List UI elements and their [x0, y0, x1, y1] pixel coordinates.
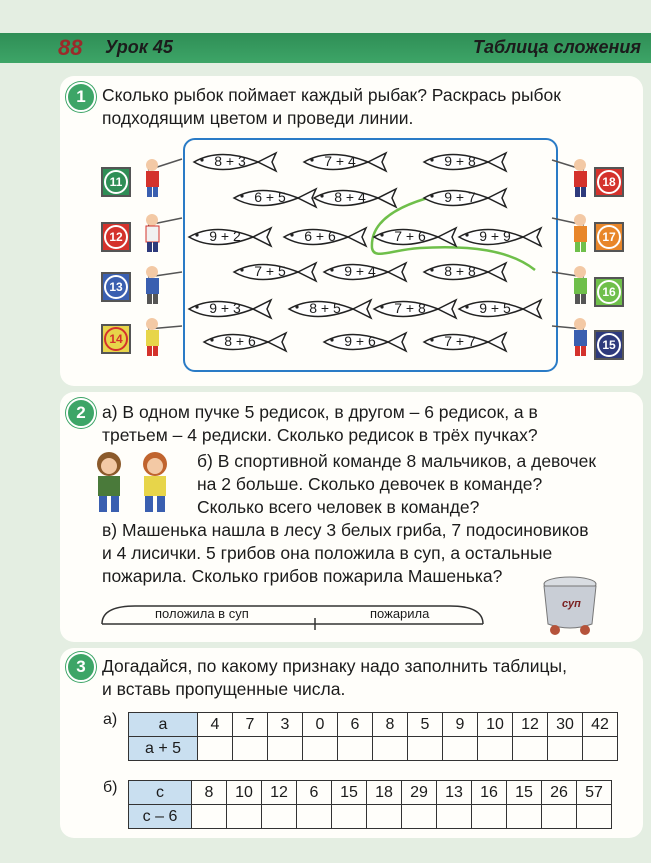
table-cell-empty[interactable] [507, 805, 542, 829]
table-cell: 15 [332, 781, 367, 805]
fish-label: 7 + 4 [324, 153, 356, 169]
fish-label: 9 + 8 [444, 153, 476, 169]
table-b-head1: c [129, 781, 192, 805]
fish-label: 9 + 4 [344, 263, 376, 279]
table-cell: 13 [437, 781, 472, 805]
table-cell-empty[interactable] [478, 737, 513, 761]
table-cell-empty[interactable] [303, 737, 338, 761]
fisherman-icon-left-3 [138, 262, 183, 307]
table-cell: 6 [338, 713, 373, 737]
fish-label: 7 + 7 [444, 333, 476, 349]
segment-label-left: положила в суп [155, 606, 249, 621]
fish-label: 8 + 3 [214, 153, 246, 169]
table-cell: 16 [472, 781, 507, 805]
task2-card [60, 392, 643, 642]
table-cell-empty[interactable] [192, 805, 227, 829]
task1-number: 1 [66, 82, 96, 112]
table-cell: 18 [367, 781, 402, 805]
flag-13 [101, 272, 131, 302]
table-cell: 29 [402, 781, 437, 805]
flag-13-number: 13 [104, 275, 128, 299]
table-row [129, 805, 612, 829]
table-cell: 8 [192, 781, 227, 805]
table-cell: 26 [542, 781, 577, 805]
flag-14-number: 14 [104, 327, 128, 351]
fisherman-icon-right-3 [550, 262, 595, 307]
table-cell: 8 [373, 713, 408, 737]
flag-12 [101, 222, 131, 252]
fish-label: 9 + 6 [344, 333, 376, 349]
table-cell-empty[interactable] [437, 805, 472, 829]
flag-17-number: 17 [597, 225, 621, 249]
fish-label: 8 + 6 [224, 333, 256, 349]
fisherman-icon-left-4 [138, 314, 183, 359]
task2-b-line1: б) В спортивной команде 8 мальчиков, а девочек [197, 451, 597, 471]
table-cell: 30 [548, 713, 583, 737]
table-cell-empty[interactable] [367, 805, 402, 829]
flag-16-number: 16 [597, 280, 621, 304]
task2-c-line2: и 4 лисички. 5 грибов она положила в суп, а остальные [102, 543, 553, 563]
fish-label: 8 + 4 [334, 189, 366, 205]
flag-15 [594, 330, 624, 360]
table-cell: 10 [478, 713, 513, 737]
table-cell: 12 [513, 713, 548, 737]
fish-label: 9 + 2 [209, 228, 241, 244]
table-row [129, 737, 618, 761]
task3-text-line1: Догадайся, по какому признаку надо заполнить таблицы, [102, 656, 567, 676]
task2-c-line3: пожарила. Сколько грибов пожарила Машенька? [102, 566, 503, 586]
table-cell-empty[interactable] [227, 805, 262, 829]
topic-title: Таблица сложения [473, 37, 641, 57]
table-cell-empty[interactable] [577, 805, 612, 829]
table-cell-empty[interactable] [262, 805, 297, 829]
table-cell: 0 [303, 713, 338, 737]
table-row [129, 713, 618, 737]
page-number: 88 [58, 35, 83, 60]
table-cell: 57 [577, 781, 612, 805]
fisherman-icon-right-1 [550, 155, 595, 200]
table-cell-empty[interactable] [268, 737, 303, 761]
fish-label: 9 + 5 [479, 300, 511, 316]
table-a-head2: a + 5 [129, 737, 198, 761]
task3-text-line2: и вставь пропущенные числа. [102, 679, 346, 699]
fisherman-icon-left-1 [138, 155, 183, 200]
children-icon [82, 448, 192, 518]
table-cell-empty[interactable] [542, 805, 577, 829]
task2-a-line1: а) В одном пучке 5 редисок, в другом – 6 редисок, а в [102, 402, 538, 422]
flag-11-number: 11 [104, 170, 128, 194]
soup-pot-label: суп [562, 598, 581, 610]
lesson-title: Урок 45 [105, 37, 173, 57]
task2-b-line2: на 2 больше. Сколько девочек в команде? [197, 474, 543, 494]
table-cell-empty[interactable] [338, 737, 373, 761]
fish-label: 7 + 6 [394, 228, 426, 244]
flag-14 [101, 324, 131, 354]
fish-label: 9 + 9 [479, 228, 511, 244]
table-cell: 15 [507, 781, 542, 805]
flag-11 [101, 167, 131, 197]
table-a-head1: a [129, 713, 198, 737]
table-cell-empty[interactable] [332, 805, 367, 829]
fish-label: 9 + 3 [209, 300, 241, 316]
page-header [0, 33, 651, 63]
table-cell-empty[interactable] [198, 737, 233, 761]
table-a-label: а) [103, 711, 118, 728]
fisherman-icon-right-2 [550, 210, 595, 255]
fish-label: 6 + 6 [304, 228, 336, 244]
table-cell: 9 [443, 713, 478, 737]
task1-text-line2: подходящим цветом и проведи линии. [102, 108, 414, 128]
flag-16 [594, 277, 624, 307]
table-cell: 7 [233, 713, 268, 737]
table-b [128, 780, 612, 829]
task2-number: 2 [66, 398, 96, 428]
table-cell-empty[interactable] [233, 737, 268, 761]
fish-label: 8 + 5 [309, 300, 341, 316]
table-cell-empty[interactable] [472, 805, 507, 829]
table-cell-empty[interactable] [408, 737, 443, 761]
table-cell: 12 [262, 781, 297, 805]
table-cell-empty[interactable] [443, 737, 478, 761]
table-cell: 6 [297, 781, 332, 805]
table-cell-empty[interactable] [373, 737, 408, 761]
segment-label-right: пожарила [370, 606, 430, 621]
table-cell-empty[interactable] [583, 737, 618, 761]
table-cell: 3 [268, 713, 303, 737]
table-cell-empty[interactable] [402, 805, 437, 829]
table-cell-empty[interactable] [513, 737, 548, 761]
fish-label: 7 + 8 [394, 300, 426, 316]
table-cell: 42 [583, 713, 618, 737]
table-cell: 4 [198, 713, 233, 737]
table-cell-empty[interactable] [297, 805, 332, 829]
flag-15-number: 15 [597, 333, 621, 357]
table-b-label: б) [103, 779, 118, 796]
table-cell: 10 [227, 781, 262, 805]
table-b-head2: c – 6 [129, 805, 192, 829]
task3-number: 3 [66, 652, 96, 682]
fisherman-icon-left-2 [138, 210, 183, 255]
fish-label: 6 + 5 [254, 189, 286, 205]
flag-17 [594, 222, 624, 252]
table-a [128, 712, 618, 761]
flag-12-number: 12 [104, 225, 128, 249]
flag-18-number: 18 [597, 170, 621, 194]
task2-b-line3: Сколько всего человек в команде? [197, 497, 480, 517]
flag-18 [594, 167, 624, 197]
table-cell-empty[interactable] [548, 737, 583, 761]
fish-label: 8 + 8 [444, 263, 476, 279]
table-row [129, 781, 612, 805]
task1-text-line1: Сколько рыбок поймает каждый рыбак? Раскрась рыбок [102, 85, 561, 105]
task2-c-line1: в) Машенька нашла в лесу 3 белых гриба, 7 подосиновиков [102, 520, 589, 540]
fish-label: 7 + 5 [254, 263, 286, 279]
fisherman-icon-right-4 [550, 314, 595, 359]
task2-a-line2: третьем – 4 редиски. Сколько редисок в трёх пучках? [102, 425, 538, 445]
fish-label: 9 + 7 [444, 189, 476, 205]
table-cell: 5 [408, 713, 443, 737]
